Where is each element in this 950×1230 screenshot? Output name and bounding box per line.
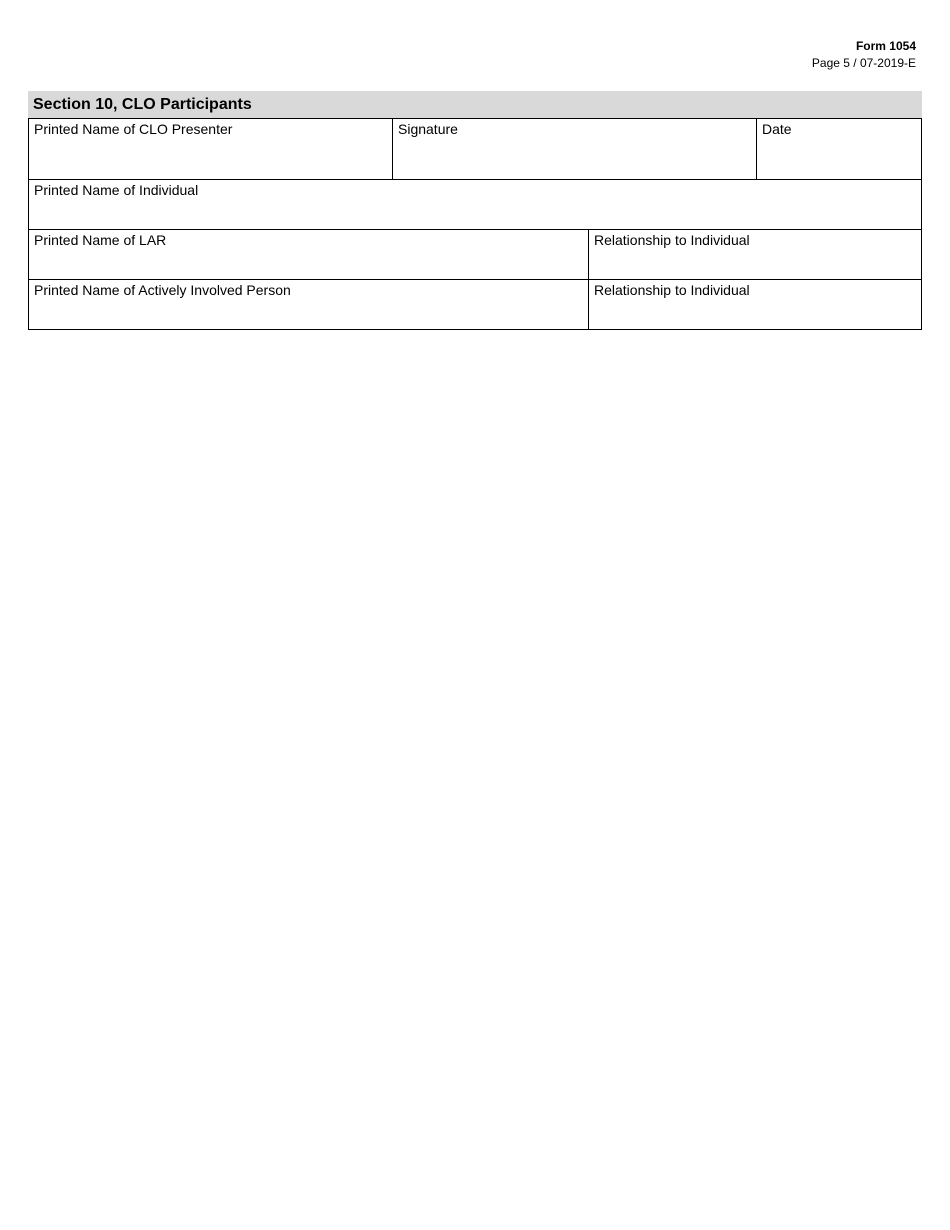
presenter-name-label: Printed Name of CLO Presenter: [34, 121, 233, 137]
involved-person-relationship-field[interactable]: [588, 280, 921, 329]
individual-name-field[interactable]: [29, 180, 921, 229]
signature-field[interactable]: [392, 119, 756, 179]
involved-person-relationship-label: Relationship to Individual: [594, 282, 750, 298]
signature-label: Signature: [398, 121, 458, 137]
lar-relationship-label: Relationship to Individual: [594, 232, 750, 248]
form-number: Form 1054: [855, 39, 916, 53]
presenter-row: [29, 118, 921, 179]
involved-person-name-field[interactable]: [29, 280, 588, 329]
involved-person-name-label: Printed Name of Actively Involved Person: [34, 282, 291, 298]
date-label: Date: [762, 121, 792, 137]
involved-person-row: [29, 279, 921, 329]
lar-name-label: Printed Name of LAR: [34, 232, 167, 248]
lar-name-field[interactable]: [29, 230, 588, 279]
page-header: [812, 38, 916, 72]
lar-relationship-field[interactable]: [588, 230, 921, 279]
date-field[interactable]: [756, 119, 921, 179]
section-title: Section 10, CLO Participants: [28, 91, 922, 118]
participants-grid: [28, 118, 922, 330]
page-info: Page 5 / 07-2019-E: [811, 56, 916, 70]
section-clo-participants: [28, 91, 922, 330]
lar-row: [29, 229, 921, 279]
individual-row: [29, 179, 921, 229]
individual-name-label: Printed Name of Individual: [34, 182, 199, 198]
presenter-name-field[interactable]: [29, 119, 392, 179]
